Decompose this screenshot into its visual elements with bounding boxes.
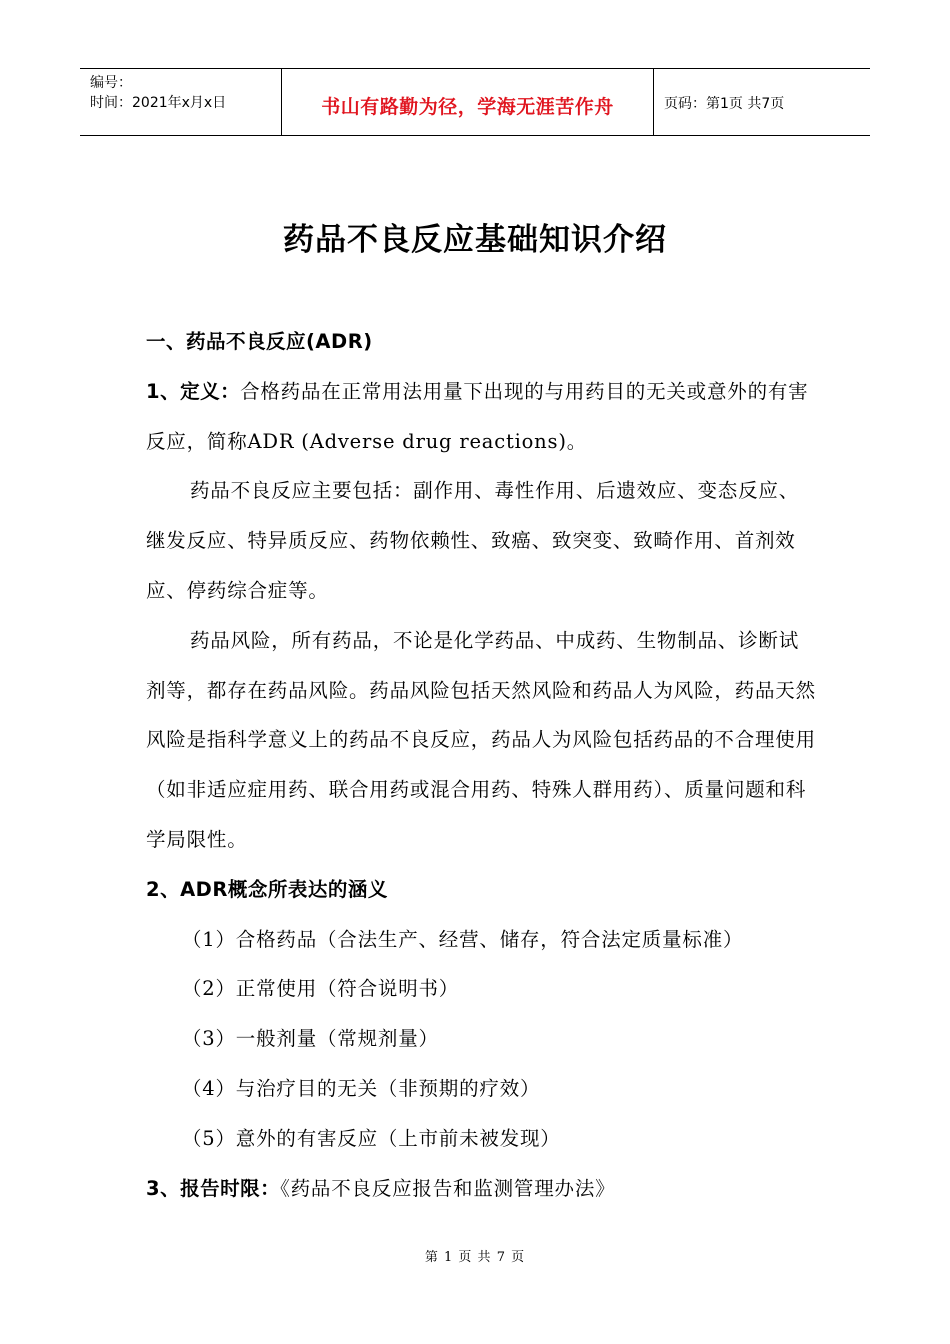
header-page-info	[654, 69, 870, 135]
section-3-paragraph	[146, 1164, 816, 1214]
definition-label: 1、定义：	[146, 379, 241, 403]
list-item: （1）合格药品（合法生产、经营、储存，符合法定质量标准）	[182, 927, 744, 951]
page-info-text: 页码：第1页 共7页	[664, 96, 785, 112]
section-3-text: 《药品不良反应报告和监测管理办法》	[280, 1176, 616, 1200]
list-item: （5）意外的有害反应（上市前未被发现）	[182, 1126, 561, 1150]
header-meta	[80, 69, 282, 135]
motto-text: 书山有路勤为径，学海无涯苦作舟	[321, 95, 614, 118]
section-2-heading: 2、ADR概念所表达的涵义	[146, 877, 388, 901]
definition-paragraph	[146, 367, 816, 467]
document-title: 药品不良反应基础知识介绍	[283, 222, 667, 258]
drug-risk-paragraph: 药品风险，所有药品，不论是化学药品、中成药、生物制品、诊断试剂等，都存在药品风险。药品风险包括天然风险和药品人为风险，药品天然风险是指科学意义上的药品不良反应，药品人为风险包括药品的不合理使用（如非适应症用药、联合用药或混合用药、特殊人群用药）、质量问题和科学局限性。	[146, 628, 816, 851]
section-1-heading: 一、药品不良反应(ADR)	[146, 330, 373, 353]
date-label: 时间：2021年x月x日	[90, 95, 227, 111]
list-item: （3）一般剂量（常规剂量）	[182, 1027, 439, 1051]
list-item: （2）正常使用（符合说明书）	[182, 977, 460, 1001]
page-footer: 第 1 页 共 7 页	[424, 1250, 526, 1265]
adr-types-paragraph: 药品不良反应主要包括：副作用、毒性作用、后遗效应、变态反应、继发反应、特异质反应、药物依赖性、致癌、致突变、致畸作用、首剂效应、停药综合症等。	[146, 479, 800, 602]
serial-number-label: 编号：	[90, 75, 132, 91]
document-body	[146, 317, 816, 1213]
header-motto	[282, 69, 654, 135]
list-item: （4）与治疗目的无关（非预期的疗效）	[182, 1076, 541, 1100]
definition-text: 合格药品在正常用法用量下出现的与用药目的无关或意外的有害反应，简称ADR (Adverse drug reactions)。	[146, 379, 809, 453]
section-3-label: 3、报告时限：	[146, 1176, 281, 1200]
page-header	[80, 68, 870, 136]
